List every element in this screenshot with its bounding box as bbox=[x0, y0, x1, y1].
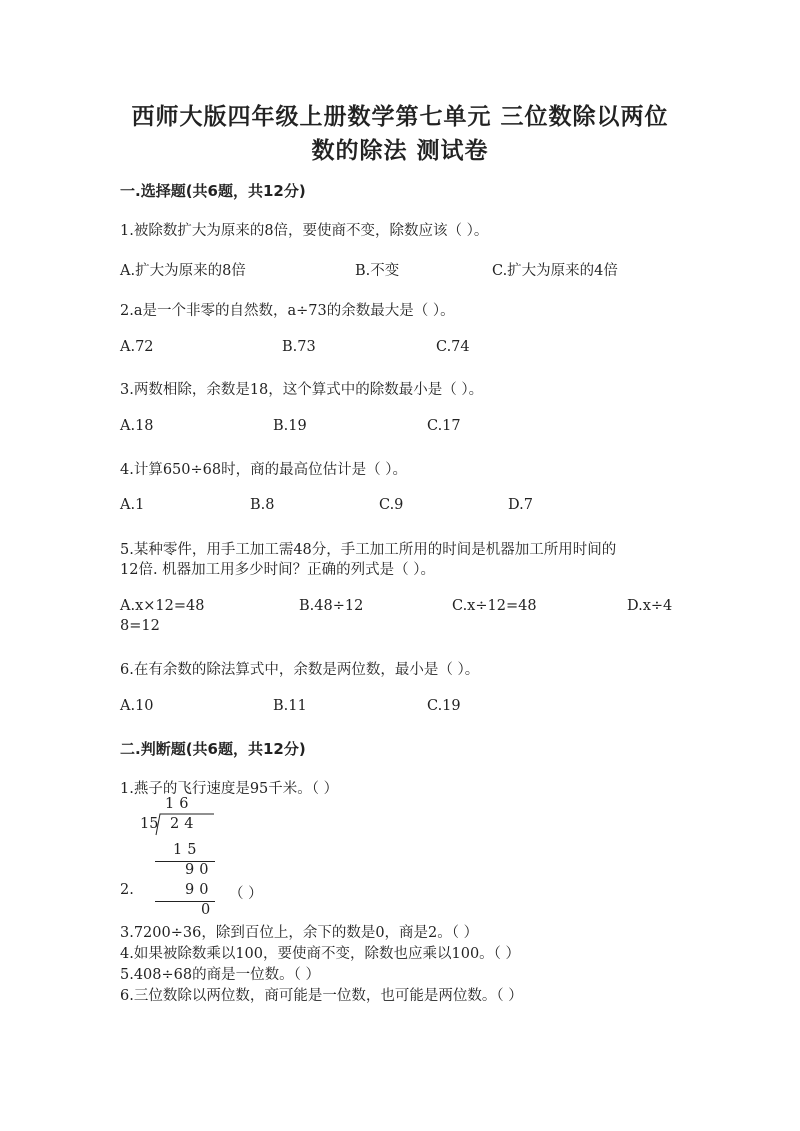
q5-option-d[interactable]: D.x÷4 bbox=[627, 598, 673, 614]
q5-option-b[interactable]: B.48÷12 bbox=[299, 598, 364, 614]
long-division bbox=[135, 796, 225, 920]
q1-option-c[interactable]: C.扩大为原来的4倍 bbox=[492, 263, 618, 279]
division-dividend: 24 bbox=[170, 816, 199, 832]
q2-option-c[interactable]: C.74 bbox=[436, 339, 470, 355]
q4-option-c[interactable]: C.9 bbox=[379, 497, 404, 513]
division-step-3: 90 bbox=[185, 882, 214, 898]
q4-option-a[interactable]: A.1 bbox=[120, 497, 145, 513]
judgement-6: 6.三位数除以两位数，商可能是一位数，也可能是两位数。（ ） bbox=[120, 988, 523, 1004]
page-title-line-1: 西师大版四年级上册数学第七单元 三位数除以两位 bbox=[131, 104, 669, 130]
page-title-line-2: 数的除法 测试卷 bbox=[311, 138, 489, 164]
division-remainder: 0 bbox=[201, 902, 216, 918]
q6-option-c[interactable]: C.19 bbox=[427, 698, 461, 714]
section-heading-judgement: 二.判断题(共6题，共12分) bbox=[120, 740, 306, 758]
judgement-5: 5.408÷68的商是一位数。（ ） bbox=[120, 967, 320, 983]
judgement-4: 4.如果被除数乘以100，要使商不变，除数也应乘以100。（ ） bbox=[120, 946, 521, 962]
q5-option-d-wrap: 8=12 bbox=[120, 618, 160, 634]
q1-option-a[interactable]: A.扩大为原来的8倍 bbox=[120, 263, 246, 279]
question-3: 3.两数相除，余数是18，这个算式中的除数最小是（ ）。 bbox=[120, 382, 484, 398]
q6-option-b[interactable]: B.11 bbox=[273, 698, 307, 714]
q3-option-a[interactable]: A.18 bbox=[120, 418, 154, 434]
q2-option-b[interactable]: B.73 bbox=[282, 339, 316, 355]
division-quotient: 16 bbox=[165, 796, 194, 812]
question-4: 4.计算650÷68时，商的最高位估计是（ ）。 bbox=[120, 462, 407, 478]
division-step-1: 15 bbox=[173, 842, 202, 858]
q4-option-b[interactable]: B.8 bbox=[250, 497, 275, 513]
q5-option-c[interactable]: C.x÷12=48 bbox=[452, 598, 537, 614]
q3-option-b[interactable]: B.19 bbox=[273, 418, 307, 434]
question-5-line-2: 12倍. 机器加工用多少时间？正确的列式是（ ）。 bbox=[120, 562, 436, 578]
division-step-2: 90 bbox=[185, 862, 214, 878]
q5-option-a[interactable]: A.x×12=48 bbox=[120, 598, 205, 614]
question-1: 1.被除数扩大为原来的8倍，要使商不变，除数应该（ ）。 bbox=[120, 223, 489, 239]
q2-option-a[interactable]: A.72 bbox=[120, 339, 154, 355]
q6-option-a[interactable]: A.10 bbox=[120, 698, 154, 714]
division-divisor: 15 bbox=[140, 816, 159, 832]
q3-option-c[interactable]: C.17 bbox=[427, 418, 461, 434]
question-6: 6.在有余数的除法算式中，余数是两位数，最小是（ ）。 bbox=[120, 662, 480, 678]
section-heading-choice: 一.选择题(共6题，共12分) bbox=[120, 182, 306, 200]
question-5: 5.某种零件，用手工加工需48分，手工加工所用的时间是机器加工所用时间的 bbox=[120, 542, 617, 558]
judgement-2-answer[interactable]: （ ） bbox=[229, 886, 263, 902]
judgement-2-number: 2. bbox=[120, 882, 134, 898]
q1-option-b[interactable]: B.不变 bbox=[355, 263, 400, 279]
question-2: 2.a是一个非零的自然数，a÷73的余数最大是（ ）。 bbox=[120, 303, 455, 319]
judgement-3: 3.7200÷36，除到百位上，余下的数是0，商是2。（ ） bbox=[120, 925, 479, 941]
judgement-1: 1.燕子的飞行速度是95千米。（ ） bbox=[120, 781, 339, 797]
q4-option-d[interactable]: D.7 bbox=[508, 497, 533, 513]
